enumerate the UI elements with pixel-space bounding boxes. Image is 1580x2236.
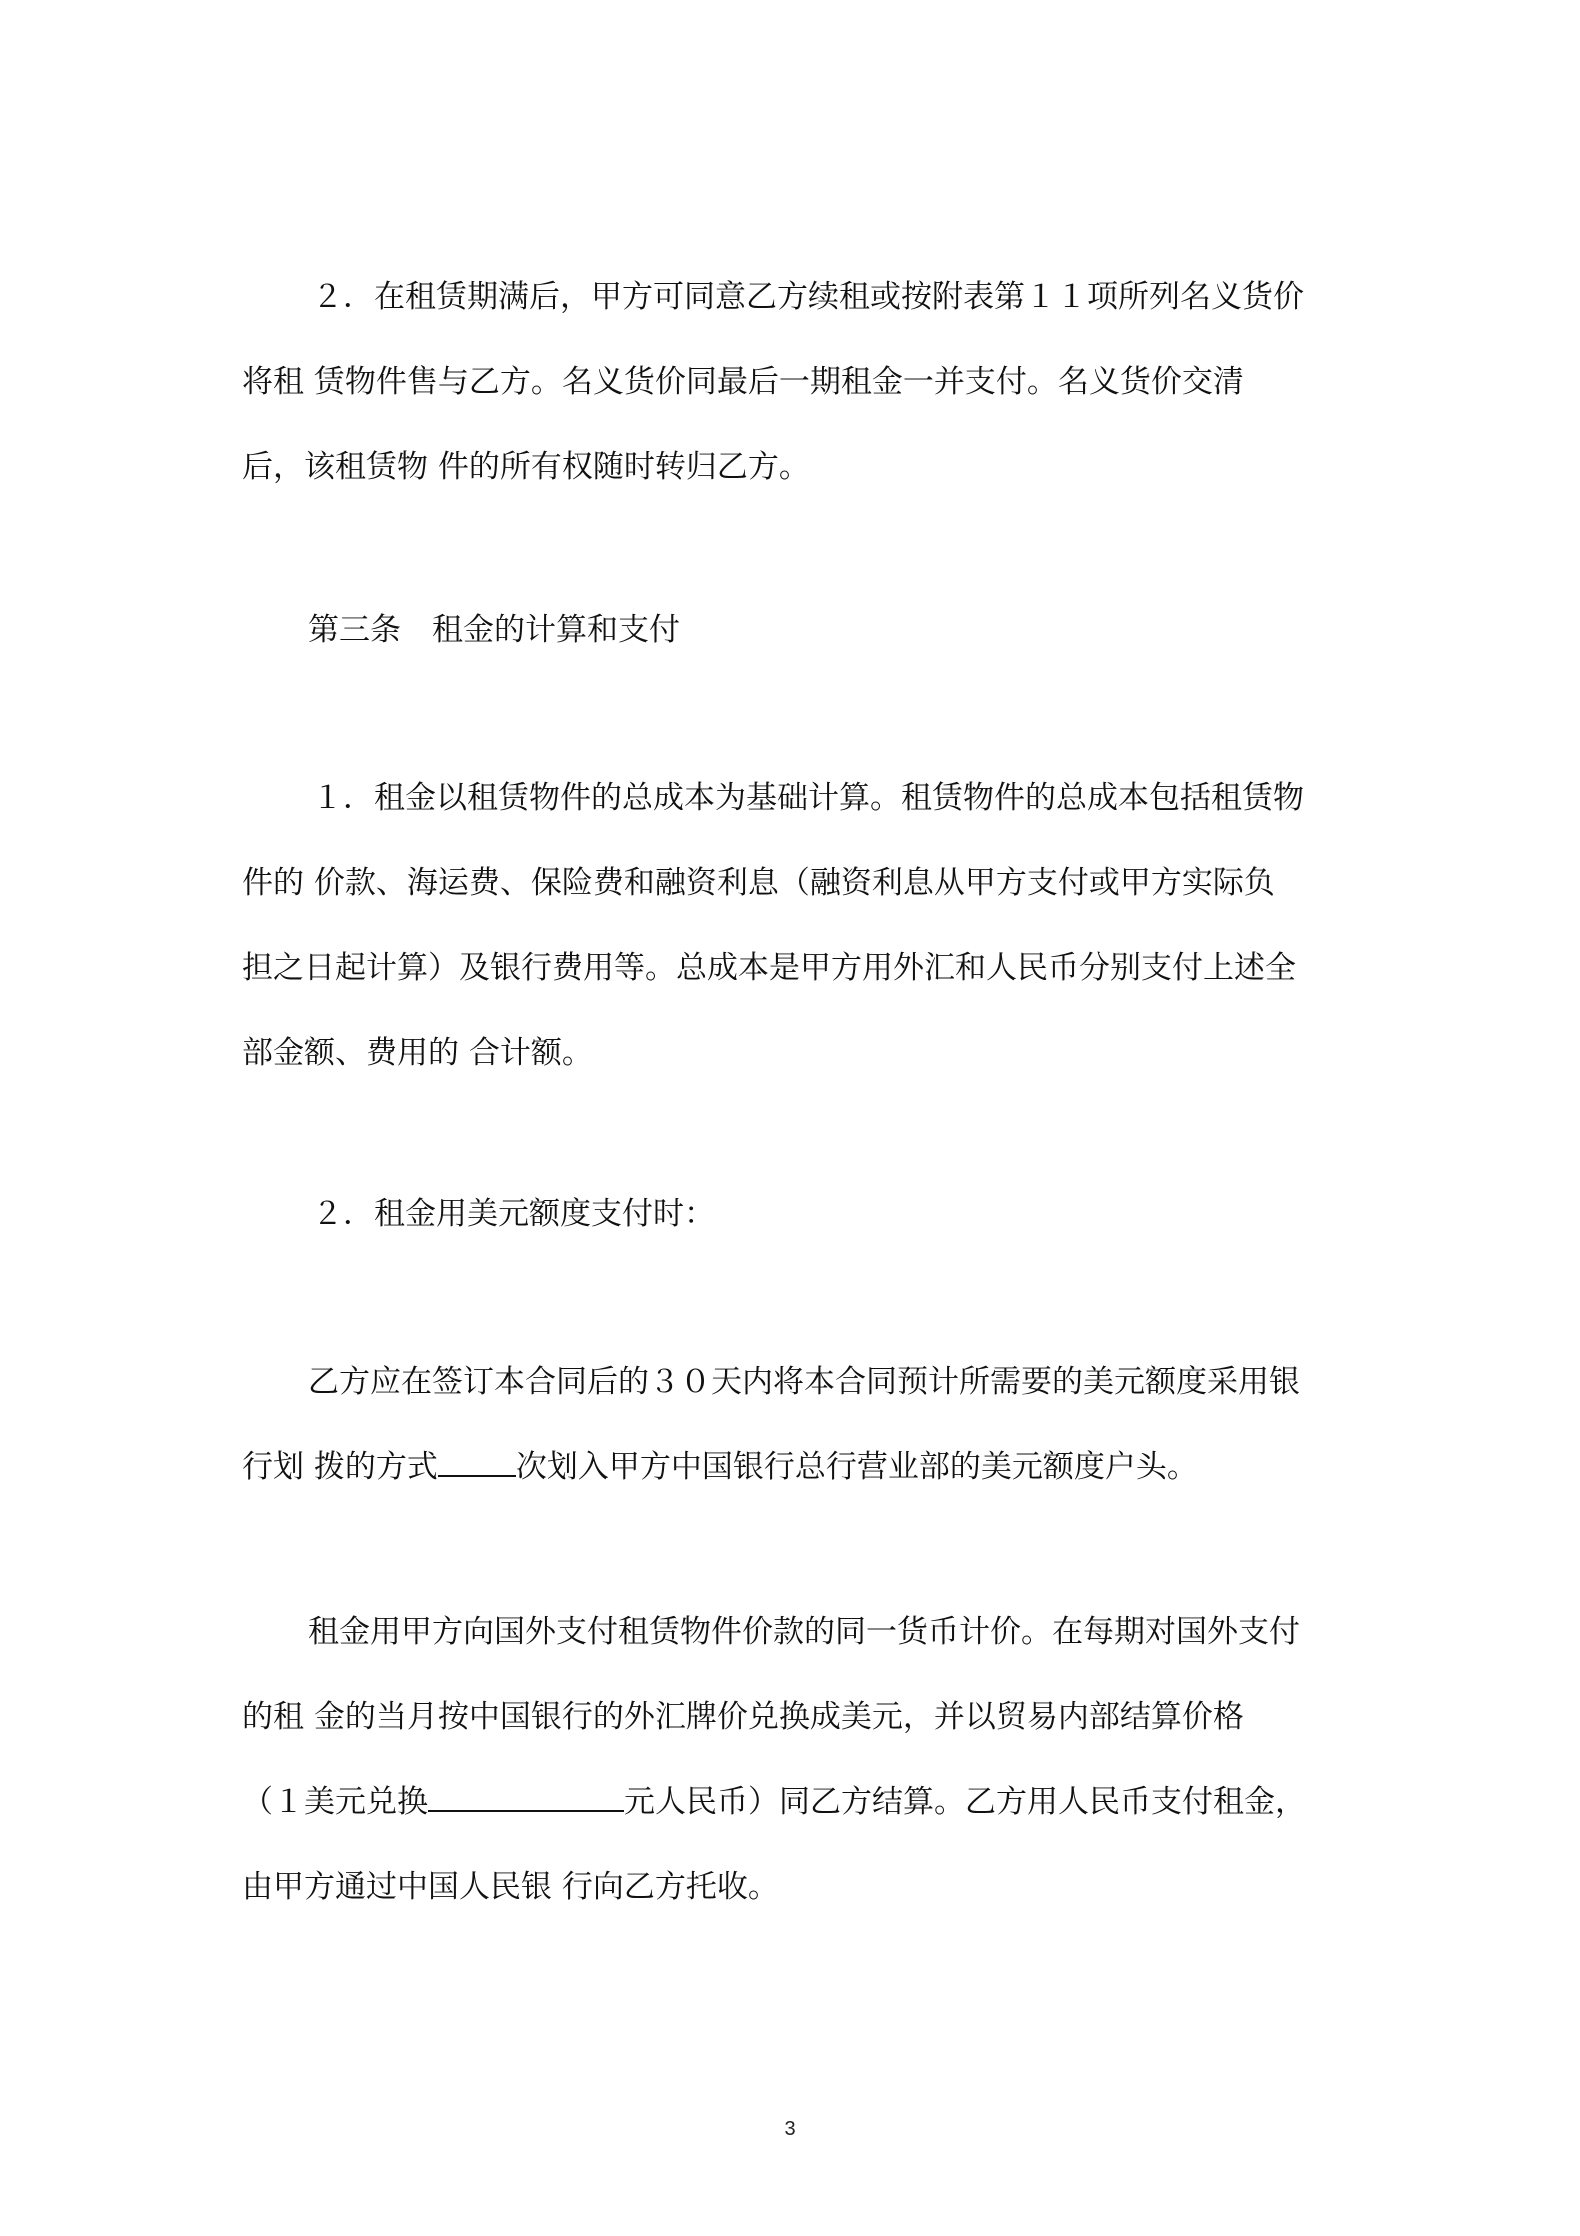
fill-in-blank	[438, 1441, 516, 1477]
text-line: 租金用甲方向国外支付租赁物件价款的同一货币计价。在每期对国外支付	[308, 1614, 1300, 1650]
paragraph-usd-payment	[312, 1172, 1422, 1257]
text-line	[242, 1760, 1352, 1845]
text-line: 后，该租赁物 件的所有权随时转归乙方。	[242, 449, 810, 485]
page-number: 3	[784, 2118, 796, 2140]
text-line: ２．租金用美元额度支付时：	[312, 1196, 715, 1232]
paragraph-renewal	[242, 255, 1352, 510]
heading-text: 第三条 租金的计算和支付	[308, 612, 680, 648]
text-line: ２．在租赁期满后，甲方可同意乙方续租或按附表第１１项所列名义货价	[312, 279, 1304, 315]
text-segment: 元人民币）同乙方结算。乙方用人民币支付租金，	[624, 1784, 1306, 1820]
text-line: 乙方应在签订本合同后的３０天内将本合同预计所需要的美元额度采用银	[308, 1364, 1300, 1400]
paragraph-currency-pricing	[242, 1590, 1352, 1930]
text-line: 由甲方通过中国人民银 行向乙方托收。	[242, 1869, 779, 1905]
fill-in-blank	[428, 1776, 624, 1812]
text-segment: （１美元兑换	[242, 1784, 428, 1820]
text-segment: 行划 拨的方式	[242, 1449, 438, 1485]
text-line: １．租金以租赁物件的总成本为基础计算。租赁物件的总成本包括租赁物	[312, 780, 1304, 816]
text-line: 部金额、费用的 合计额。	[242, 1035, 593, 1071]
text-line	[242, 1425, 1352, 1510]
article-heading	[308, 588, 1418, 673]
paragraph-usd-quota	[242, 1340, 1352, 1510]
text-line: 将租 赁物件售与乙方。名义货价同最后一期租金一并支付。名义货价交清	[242, 364, 1244, 400]
text-line: 件的 价款、海运费、保险费和融资利息（融资利息从甲方支付或甲方实际负	[242, 865, 1275, 901]
text-line: 的租 金的当月按中国银行的外汇牌价兑换成美元，并以贸易内部结算价格	[242, 1699, 1244, 1735]
text-segment: 次划入甲方中国银行总行营业部的美元额度户头。	[515, 1449, 1198, 1485]
text-line: 担之日起计算）及银行费用等。总成本是甲方用外汇和人民币分别支付上述全	[242, 950, 1296, 986]
paragraph-rent-calculation	[242, 756, 1352, 1096]
